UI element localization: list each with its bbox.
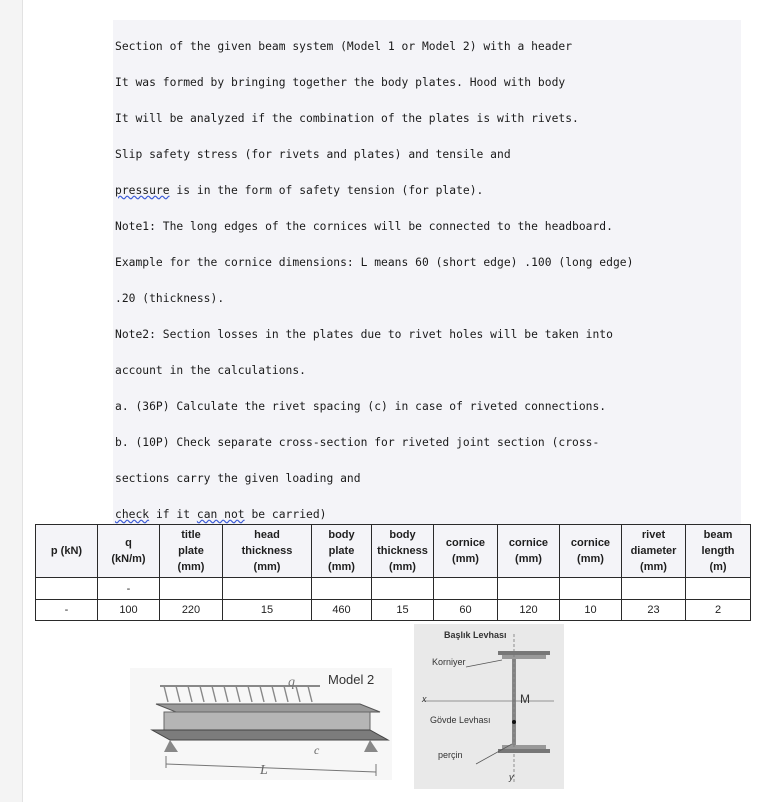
rivet-label: perçin: [438, 750, 463, 760]
table-cell: 460: [312, 600, 372, 621]
table-cell: 15: [372, 600, 434, 621]
beam-bottom-flange: [152, 730, 388, 740]
text-line-12: b. (10P) Check separate cross-section for riveted joint section (cross-: [115, 436, 600, 449]
word-pressure: pressure: [115, 184, 170, 197]
text-line-8: .20 (thickness).: [115, 292, 225, 305]
table-cell: [36, 578, 98, 600]
x-axis-label: x: [422, 694, 427, 704]
table-cell: -: [98, 578, 160, 600]
figure-caption: Model 2: [328, 672, 375, 687]
table-cell: [223, 578, 312, 600]
rivet-leader: [476, 744, 512, 764]
header-plate-label: Başlık Levhası: [444, 630, 507, 640]
table-cell: 60: [434, 600, 498, 621]
text-line-1: Section of the given beam system (Model 1 or Model 2) with a header: [115, 40, 573, 53]
cornice-label: Korniyer: [432, 657, 466, 667]
rivet-point: [512, 720, 516, 724]
text-line-6: Note1: The long edges of the cornices will be connected to the headboard.: [115, 220, 613, 233]
text-line-10: account in the calculations.: [115, 364, 306, 377]
load-label: q: [288, 675, 295, 690]
table-cell: 100: [98, 600, 160, 621]
header-cell: body thickness (mm): [372, 525, 434, 578]
header-cell: cornice (mm): [560, 525, 622, 578]
beam-model-figure: [130, 668, 392, 780]
body-plate-label: Gövde Levhası: [430, 715, 491, 725]
beam-web: [164, 712, 370, 730]
text-line-3: It will be analyzed if the combination of the plates is with rivets.: [115, 112, 579, 125]
table-cell: -: [36, 600, 98, 621]
header-cell: title plate (mm): [160, 525, 223, 578]
cornice-leader: [466, 660, 502, 667]
table-cell: 10: [560, 600, 622, 621]
table-cell: [686, 578, 751, 600]
cross-section-figure: [414, 624, 564, 789]
table-cell: 23: [622, 600, 686, 621]
word-can-not: can not: [196, 508, 245, 521]
header-cell: beam length (m): [686, 525, 751, 578]
header-cell: p (kN): [36, 525, 98, 578]
table-cell: 120: [498, 600, 560, 621]
table-cell: [372, 578, 434, 600]
table-cell: 2: [686, 600, 751, 621]
text-line-14: [115, 508, 327, 521]
bottom-header-plate: [498, 749, 550, 753]
table-cell: [498, 578, 560, 600]
table-cell: [434, 578, 498, 600]
left-margin-bar: [0, 0, 23, 802]
header-cell: body plate (mm): [312, 525, 372, 578]
top-cornice: [502, 655, 546, 672]
table-cell: [160, 578, 223, 600]
y-axis-label: y: [509, 772, 514, 782]
parameters-table: [35, 524, 751, 621]
header-cell: head thickness (mm): [223, 525, 312, 578]
cross-section-drawing: [414, 624, 564, 789]
span-label: L: [260, 763, 268, 778]
table-cell: 220: [160, 600, 223, 621]
text-line-5-rest: is in the form of safety tension (for plate).: [176, 184, 484, 197]
m-label: M: [520, 692, 530, 706]
table-cell: [312, 578, 372, 600]
header-cell: cornice (mm): [434, 525, 498, 578]
word-if-it: if it: [155, 508, 191, 521]
word-check: check: [115, 508, 150, 521]
header-cell: cornice (mm): [498, 525, 560, 578]
table-row: [36, 578, 751, 600]
document-page: [113, 20, 741, 525]
text-line-11: a. (36P) Calculate the rivet spacing (c) in case of riveted connections.: [115, 400, 607, 413]
table-cell: [560, 578, 622, 600]
text-line-7: Example for the cornice dimensions: L means 60 (short edge) .100 (long edge): [115, 256, 634, 269]
text-line-2: It was formed by bringing together the body plates. Hood with body: [115, 76, 566, 89]
table-row: [36, 600, 751, 621]
text-line-13: sections carry the given loading and: [115, 472, 361, 485]
spacing-label: c: [314, 743, 320, 757]
table-cell: 15: [223, 600, 312, 621]
text-line-4: Slip safety stress (for rivets and plates) and tensile and: [115, 148, 511, 161]
text-line-9: Note2: Section losses in the plates due to rivet holes will be taken into: [115, 328, 613, 341]
beam-top-flange: [156, 704, 380, 712]
table-header-row: [36, 525, 751, 578]
top-header-plate: [498, 651, 550, 655]
header-cell: rivet diameter (mm): [622, 525, 686, 578]
text-line-14-rest: be carried): [251, 508, 327, 521]
header-cell: q (kN/m): [98, 525, 160, 578]
text-line-5: [115, 184, 483, 197]
table-cell: [622, 578, 686, 600]
